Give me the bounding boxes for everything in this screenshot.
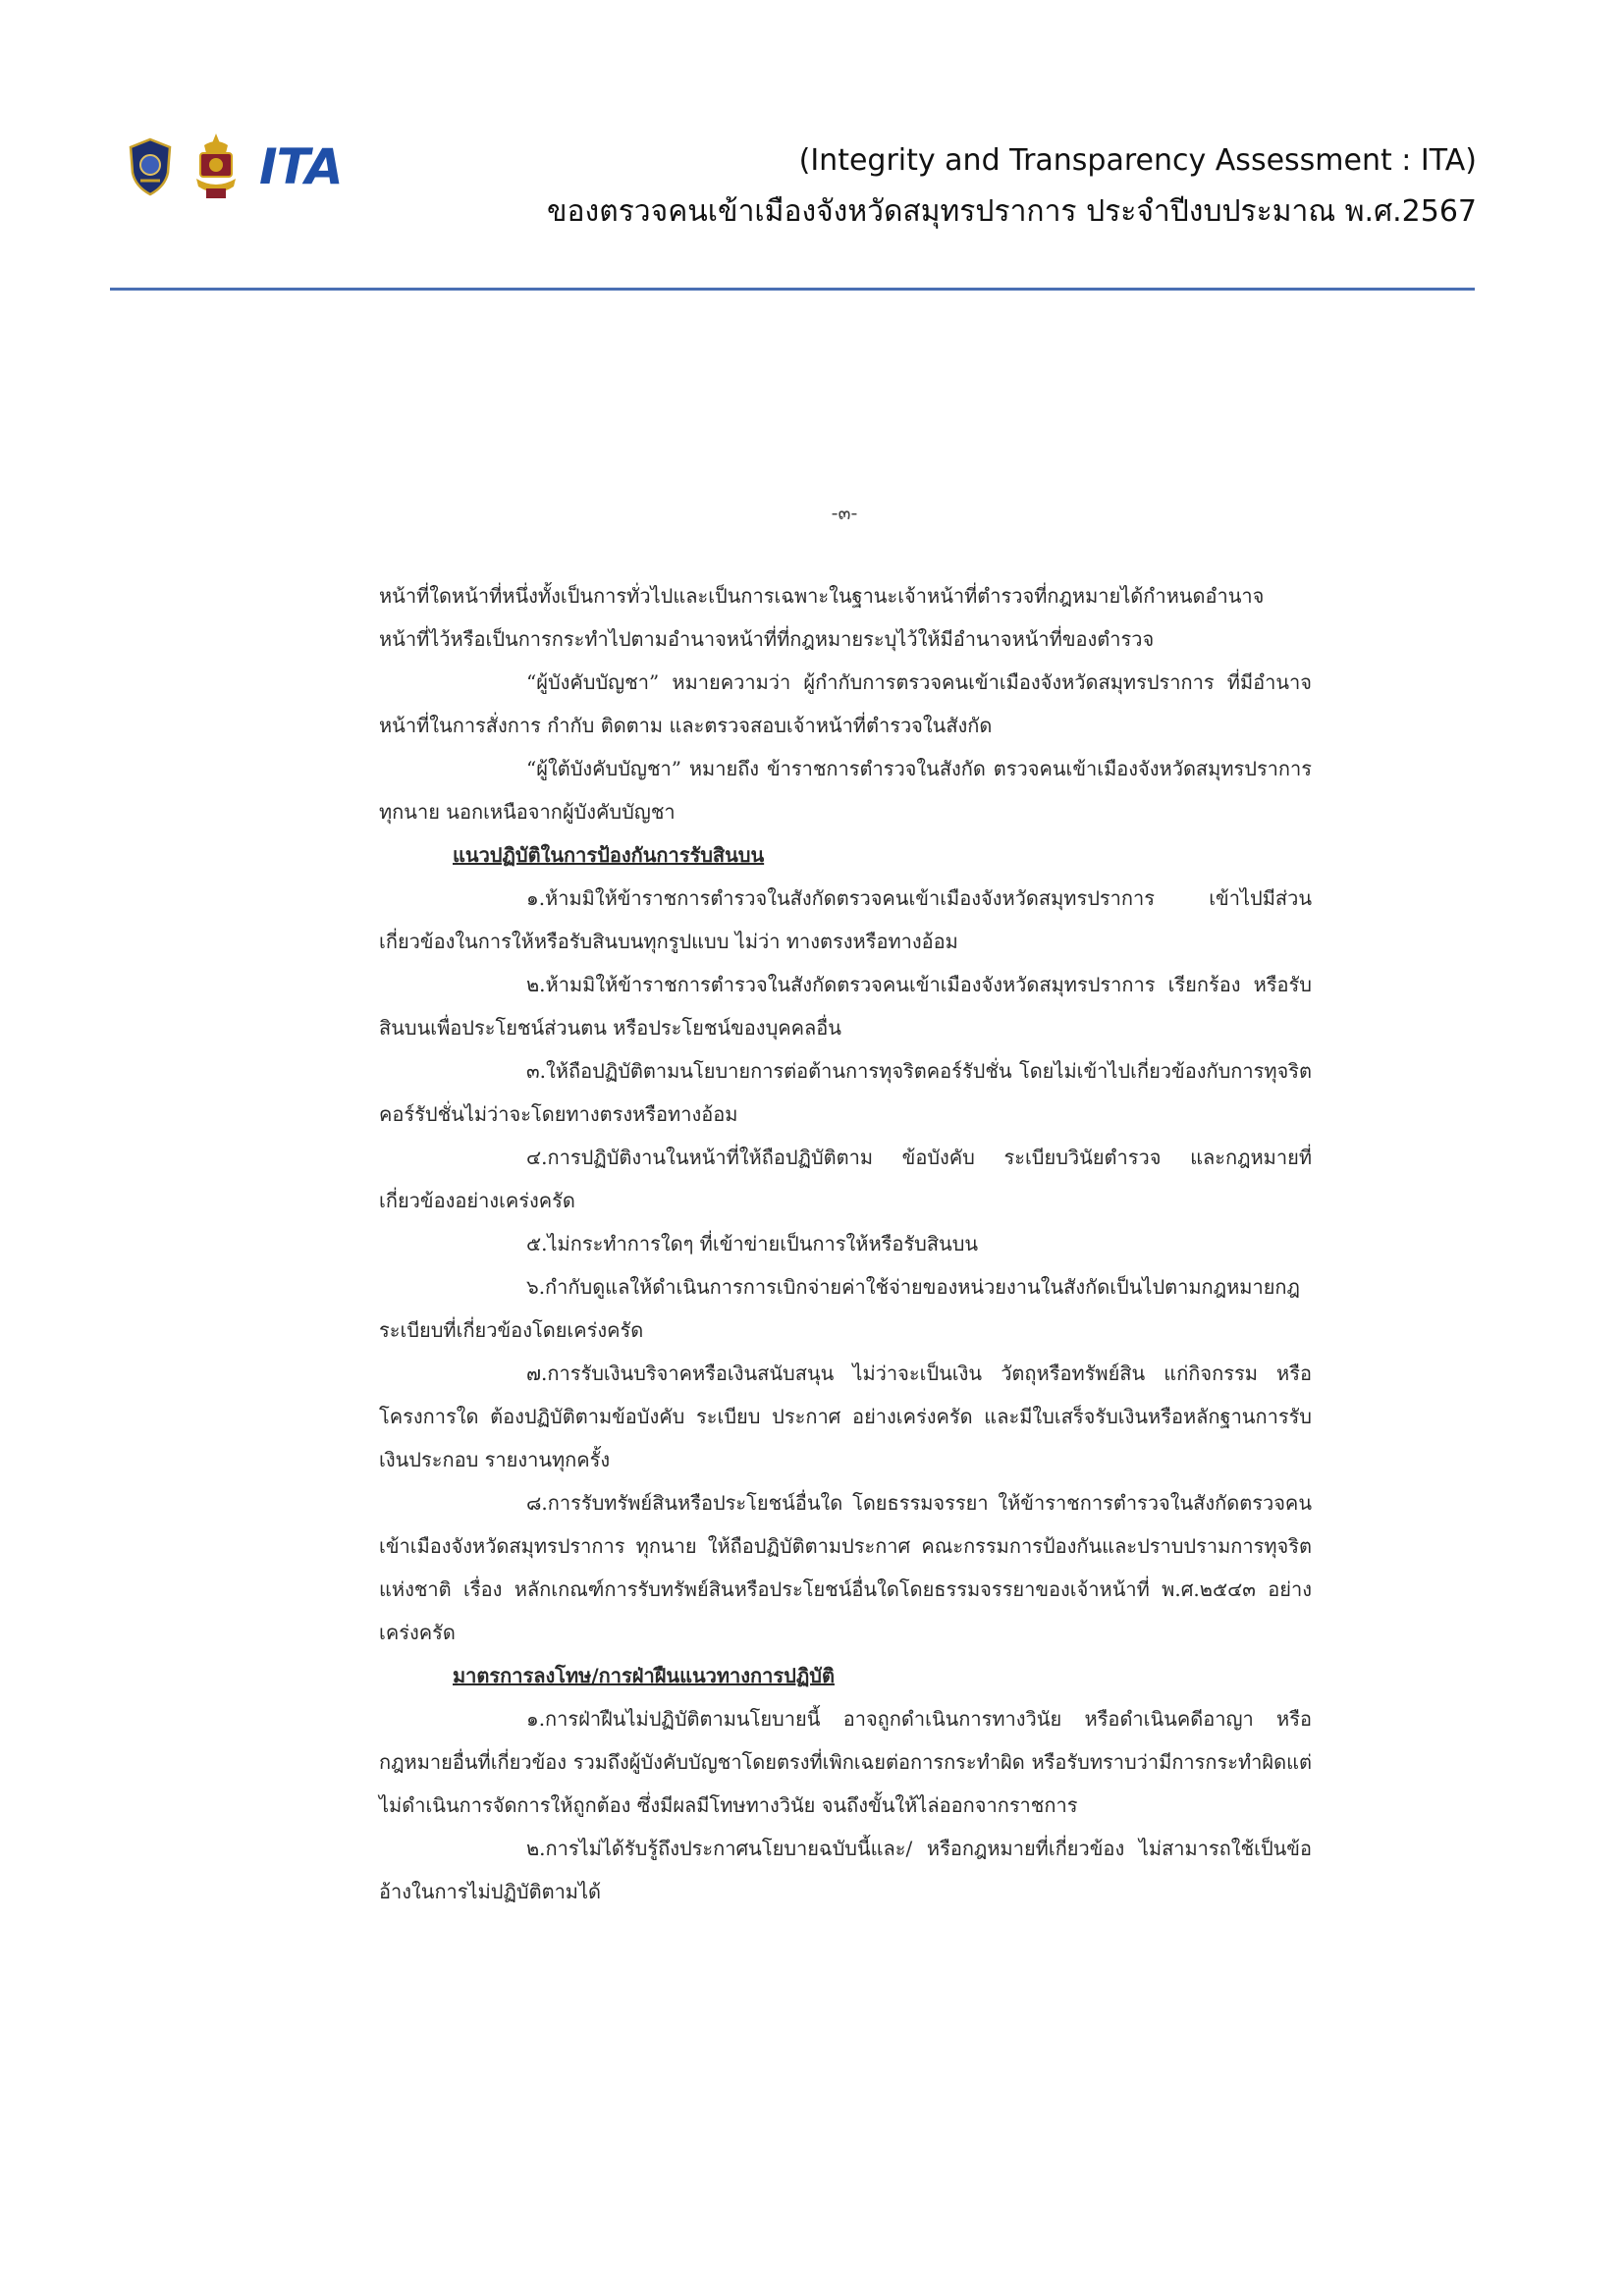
logo-group xyxy=(128,133,343,201)
document-body xyxy=(379,574,1312,1913)
penalty-item-2: ๒.การไม่ได้รับรู้ถึงประกาศนโยบายฉบับนี้และ/ หรือกฎหมายที่เกี่ยวข้อง ไม่สามารถใช้เป็นข้ออ้างในการไม่ปฏิบัติตามได้ xyxy=(379,1837,1312,1903)
paragraph-subordinate-definition: “ผู้ใต้บังคับบัญชา” หมายถึง ข้าราชการตำรวจในสังกัด ตรวจคนเข้าเมืองจังหวัดสมุทรปราการทุกนาย นอกเหนือจากผู้บังคับบัญชา xyxy=(379,757,1312,824)
header-title-line1: (Integrity and Transparency Assessment : ITA) xyxy=(798,143,1477,178)
paragraph-commander-definition: “ผู้บังคับบัญชา” หมายความว่า ผู้กำกับการตรวจคนเข้าเมืองจังหวัดสมุทรปราการ ที่มีอำนาจหน้าที่ในการสั่งการ กำกับ ติดตาม และตรวจสอบเจ้าหน้าที่ตำรวจในสังกัด xyxy=(379,670,1312,737)
penalty-item-1: ๑.การฝ่าฝืนไม่ปฏิบัติตามนโยบายนี้ อาจถูกดำเนินการทางวินัย หรือดำเนินคดีอาญา หรือกฎหมายอื่นที่เกี่ยวข้อง รวมถึงผู้บังคับบัญชาโดยตรงที่เพิกเฉยต่อการกระทำผิด หรือรับทราบว่ามีการกระทำผิดแต่ไม่ดำเนินการจัดการให้ถูกต้อง ซึ่งมีผลมีโทษทางวินัย จนถึงขั้นให้ไล่ออกจากราชการ xyxy=(379,1707,1312,1817)
ita-logo-text: ITA xyxy=(259,138,343,195)
guideline-item-1: ๑.ห้ามมิให้ข้าราชการตำรวจในสังกัดตรวจคนเข้าเมืองจังหวัดสมุทรปราการ เข้าไปมีส่วนเกี่ยวข้องในการให้หรือรับสินบนทุกรูปแบบ ไม่ว่า ทางตรงหรือทางอ้อม xyxy=(379,886,1312,953)
guideline-item-8: ๘.การรับทรัพย์สินหรือประโยชน์อื่นใด โดยธรรมจรรยา ให้ข้าราชการตำรวจในสังกัดตรวจคนเข้าเมืองจังหวัดสมุทรปราการ ทุกนาย ให้ถือปฏิบัติตามประกาศ คณะกรรมการป้องกันและปราบปรามการทุจริตแห่งชาติ เรื่อง หลักเกณฑ์การรับทรัพย์สินหรือประโยชน์อื่นใดโดยธรรมจรรยาของเจ้าหน้าที่ พ.ศ.๒๕๔๓ อย่างเคร่งครัด xyxy=(379,1491,1312,1644)
police-shield-icon xyxy=(128,137,173,196)
header-divider xyxy=(110,288,1475,291)
guideline-item-4: ๔.การปฏิบัติงานในหน้าที่ให้ถือปฏิบัติตาม ข้อบังคับ ระเบียบวินัยตำรวจ และกฎหมายที่เกี่ยวข้องอย่างเคร่งครัด xyxy=(379,1146,1312,1212)
header-titles xyxy=(547,135,1477,238)
paragraph-duty-definition: หน้าที่ใดหน้าที่หนึ่งทั้งเป็นการทั่วไปและเป็นการเฉพาะในฐานะเจ้าหน้าที่ตำรวจที่กฎหมายได้กำหนดอำนาจหน้าที่ไว้หรือเป็นการกระทำไปตามอำนาจหน้าที่ที่กฎหมายระบุไว้ให้มีอำนาจหน้าที่ของตำรวจ xyxy=(379,584,1265,651)
guideline-item-3: ๓.ให้ถือปฏิบัติตามนโยบายการต่อต้านการทุจริตคอร์รัปชั่น โดยไม่เข้าไปเกี่ยวข้องกับการทุจริต คอร์รัปชั่นไม่ว่าจะโดยทางตรงหรือทางอ้อม xyxy=(379,1059,1312,1126)
page-header xyxy=(0,0,1624,294)
section-heading-penalties: มาตรการลงโทษ/การฝ่าฝืนแนวทางการปฏิบัติ xyxy=(453,1664,835,1687)
guideline-item-6: ๖.กำกับดูแลให้ดำเนินการการเบิกจ่ายค่าใช้จ่ายของหน่วยงานในสังกัดเป็นไปตามกฎหมายกฎระเบียบที่เกี่ยวข้องโดยเคร่งครัด xyxy=(379,1275,1300,1342)
guideline-item-7: ๗.การรับเงินบริจาคหรือเงินสนับสนุน ไม่ว่าจะเป็นเงิน วัตถุหรือทรัพย์สิน แก่กิจกรรม หรือโครงการใด ต้องปฏิบัติตามข้อบังคับ ระเบียบ ประกาศ อย่างเคร่งครัด และมีใบเสร็จรับเงินหรือหลักฐานการรับเงินประกอบ รายงานทุกครั้ง xyxy=(379,1362,1312,1471)
immigration-crest-icon xyxy=(190,132,242,202)
section-heading-bribery-prevention: แนวปฏิบัติในการป้องกันการรับสินบน xyxy=(453,843,765,867)
guideline-item-5: ๕.ไม่กระทำการใดๆ ที่เข้าข่ายเป็นการให้หรือรับสินบน xyxy=(526,1232,979,1255)
guideline-item-2: ๒.ห้ามมิให้ข้าราชการตำรวจในสังกัดตรวจคนเข้าเมืองจังหวัดสมุทรปราการ เรียกร้อง หรือรับสินบนเพื่อประโยชน์ส่วนตน หรือประโยชน์ของบุคคลอื่น xyxy=(379,973,1312,1040)
ita-logo xyxy=(259,138,343,195)
header-title-line2: ของตรวจคนเข้าเมืองจังหวัดสมุทรปราการ ประจำปีงบประมาณ พ.ศ.2567 xyxy=(547,194,1477,229)
page-number: -๓- xyxy=(831,503,858,524)
